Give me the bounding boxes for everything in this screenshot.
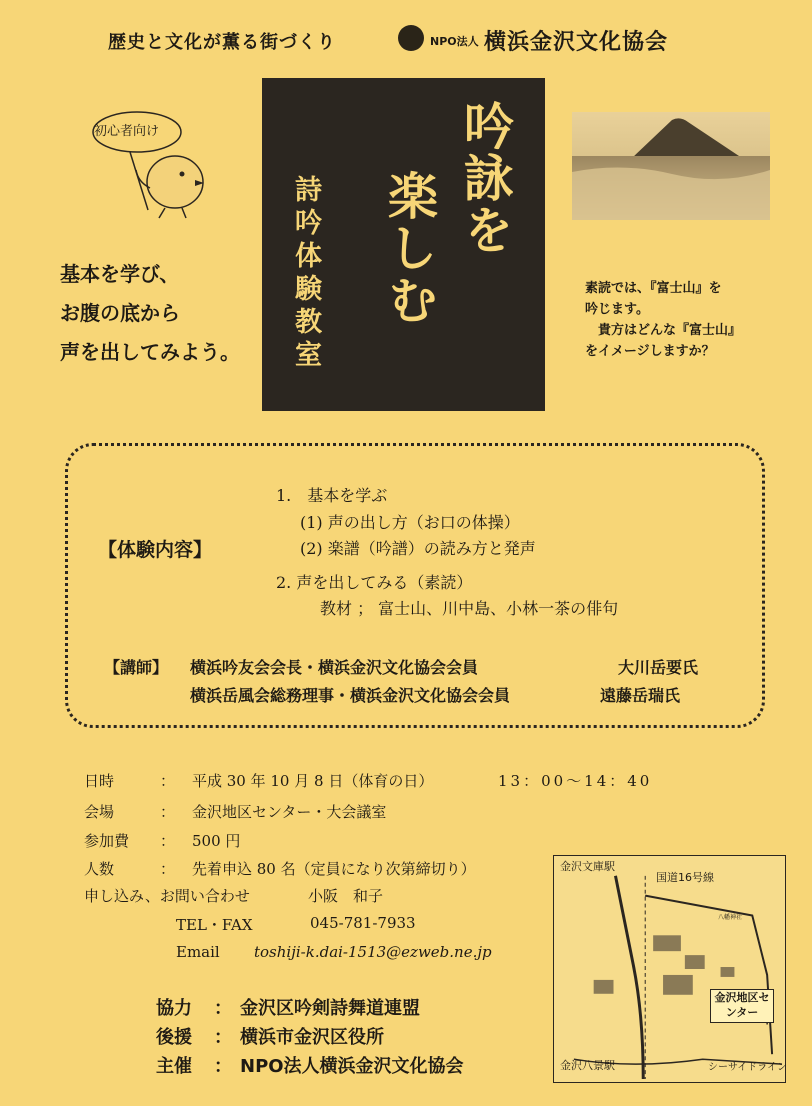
capacity-label: 人数: [84, 860, 115, 878]
fee-colon: ：: [160, 832, 176, 850]
date-value: 平成 30 年 10 月 8 日（体育の日）: [192, 772, 434, 790]
org-logo-icon: [398, 25, 424, 51]
contact-label: 申し込み、お問い合わせ: [84, 887, 250, 905]
content-item-2: 2. 声を出してみる（素読）: [276, 573, 473, 592]
subtitle: 詩吟体験教室: [290, 175, 321, 373]
instructor-2-name: 遠藤岳瑞氏: [600, 686, 681, 705]
tel-value: 045-781-7933: [310, 914, 416, 932]
main-title-line2: 楽しむ: [380, 170, 438, 326]
host-colon: ：: [214, 1056, 232, 1077]
intro-line: をイメージしますか？: [585, 344, 715, 359]
capacity-value: 先着申込 80 名（定員になり次第締切り）: [192, 860, 476, 878]
support-colon: ：: [214, 1027, 232, 1048]
map-station-bottom: 金沢八景駅: [560, 1059, 615, 1072]
email-label: Email: [176, 943, 220, 961]
venue-value: 金沢地区センター・大会議室: [192, 803, 387, 821]
instructor-2-role: 横浜岳風会総務理事・横浜金沢文化協会会員: [190, 686, 511, 705]
content-item-1: 1. 基本を学ぶ: [276, 486, 388, 505]
cooperation-label: 協力: [156, 998, 192, 1019]
date-label: 日時: [84, 772, 115, 790]
fee-value: 500 円: [192, 832, 241, 850]
access-map: [553, 855, 786, 1083]
intro-line: 吟じます。: [585, 302, 649, 317]
map-route: 国道16号線: [656, 871, 714, 884]
intro-line: 声を出してみよう。: [60, 340, 240, 364]
intro-line: 基本を学び、: [60, 262, 180, 286]
cooperation-value: 金沢区吟剣詩舞道連盟: [240, 998, 420, 1019]
org-prefix: NPO法人: [430, 35, 479, 48]
venue-colon: ：: [160, 803, 176, 821]
email-link[interactable]: toshiji-k.dai-1513@ezweb.ne.jp: [254, 943, 492, 961]
content-item-1-sub-2: (2) 楽譜（吟譜）の読み方と発声: [300, 539, 536, 558]
intro-line: 素読では、『富士山』を: [585, 281, 722, 296]
instructor-1-name: 大川岳要氏: [618, 658, 699, 677]
contact-person: 小阪 和子: [308, 887, 384, 905]
map-center-label: 金沢地区センター: [710, 989, 774, 1023]
support-label: 後援: [156, 1027, 192, 1048]
support-value: 横浜市金沢区役所: [240, 1027, 384, 1048]
cooperation-colon: ：: [214, 998, 232, 1019]
instructor-label: 【講師】: [104, 658, 169, 677]
time-value: 13：00〜14：40: [498, 772, 653, 790]
map-shrine: 八幡神社: [718, 914, 743, 921]
intro-line: 貴方はどんな『富士山』: [585, 323, 742, 338]
host-value: NPO法人横浜金沢文化協会: [240, 1056, 464, 1077]
tel-label: TEL・FAX: [176, 916, 253, 934]
map-seaside-line: シーサイドライン: [708, 1062, 787, 1073]
beginner-bubble: 初心者向け: [94, 124, 160, 139]
capacity-colon: ：: [160, 860, 176, 878]
host-label: 主催: [156, 1056, 192, 1077]
fee-label: 参加費: [84, 832, 130, 850]
instructor-1-role: 横浜吟友会会長・横浜金沢文化協会会員: [190, 658, 479, 677]
intro-left: [60, 255, 240, 372]
slogan: 歴史と文化が薫る街づくり: [108, 32, 336, 53]
intro-right: [585, 278, 741, 362]
main-title-line1: 吟詠を: [456, 100, 514, 256]
content-label: 【体験内容】: [98, 539, 213, 561]
date-colon: ：: [160, 772, 176, 790]
venue-label: 会場: [84, 803, 115, 821]
map-station-top: 金沢文庫駅: [560, 860, 615, 873]
content-item-1-sub-1: (1) 声の出し方（お口の体操）: [300, 513, 520, 532]
org-name: 横浜金沢文化協会: [484, 30, 669, 55]
intro-line: お腹の底から: [60, 301, 180, 325]
content-item-2-sub: 教材 ； 富士山、川中島、小林一茶の俳句: [320, 599, 619, 618]
mount-fuji-image: [572, 112, 770, 220]
